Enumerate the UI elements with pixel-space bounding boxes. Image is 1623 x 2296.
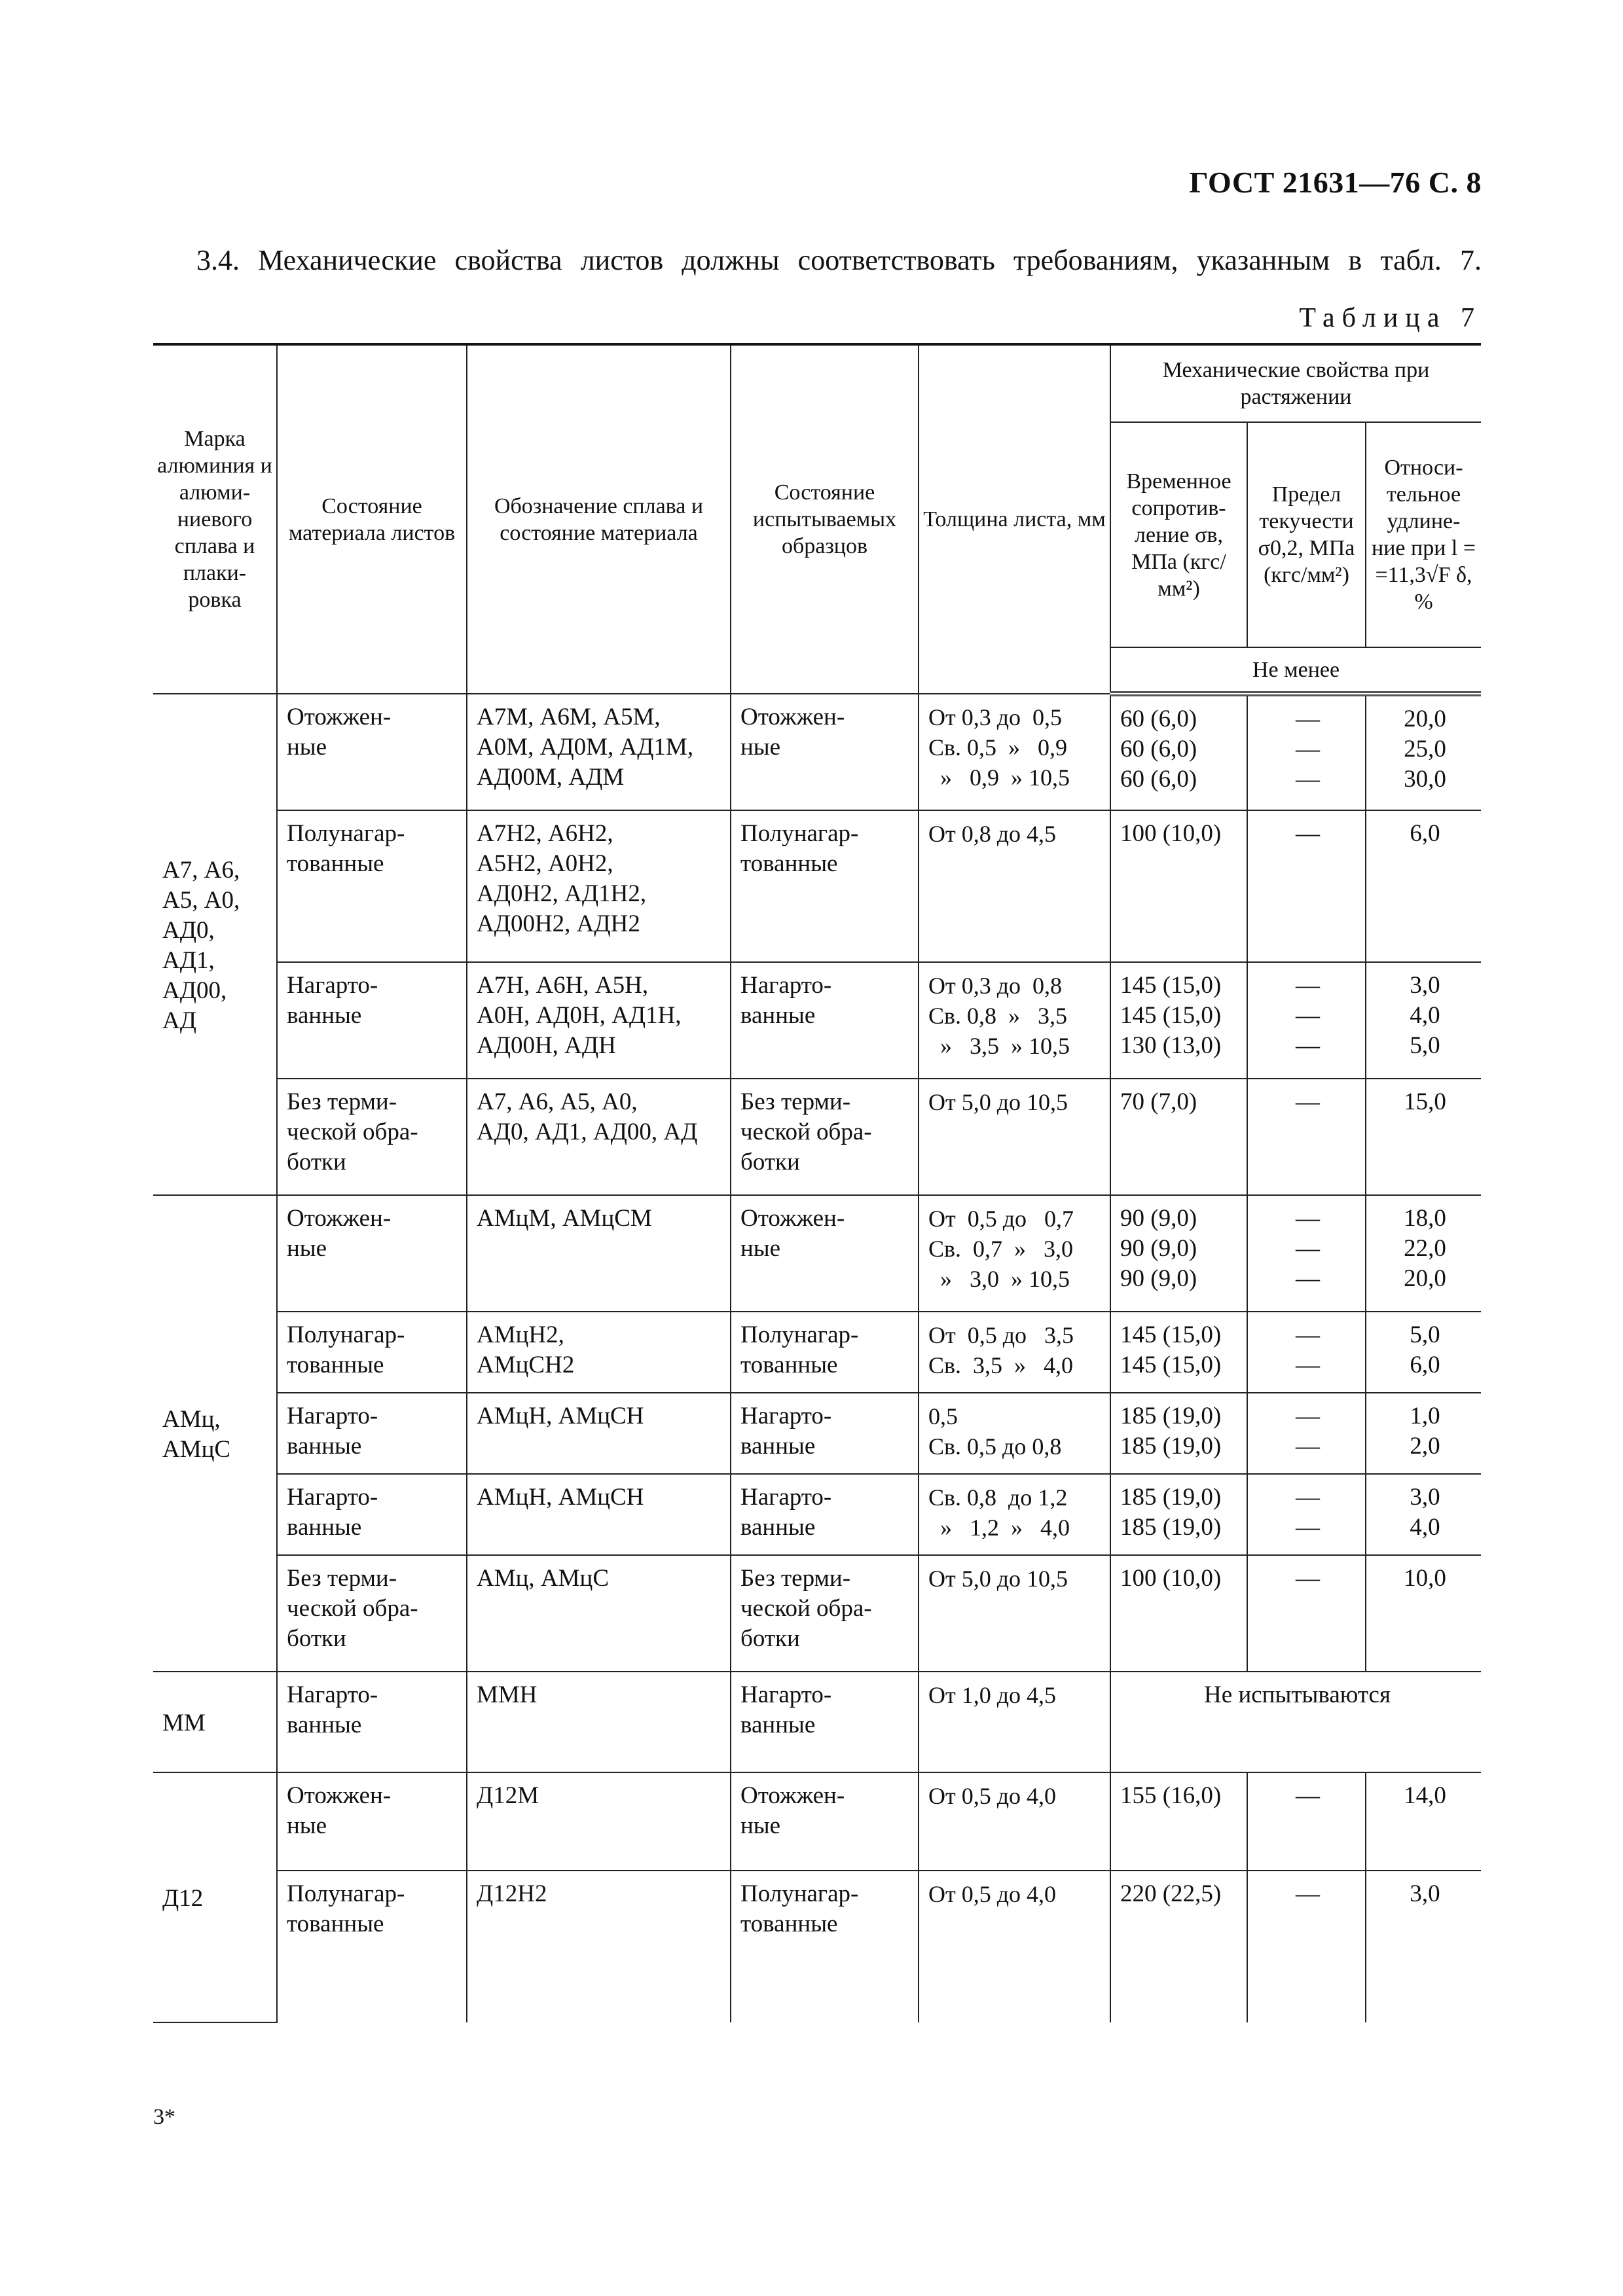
cell-alloy: Д12М xyxy=(467,1772,731,1871)
cell-thickness: 0,5 Св. 0,5 до 0,8 xyxy=(919,1393,1110,1474)
cell-yield: — xyxy=(1247,1871,1366,2022)
cell-alloy: АМцМ, АМцСМ xyxy=(467,1195,731,1312)
cell-sample: Отожжен- ные xyxy=(731,694,919,810)
table-body xyxy=(153,694,1481,2022)
header-not-less: Не менее xyxy=(1110,647,1481,694)
cell-state: Нагарто- ванные xyxy=(277,1474,467,1555)
cell-sample: Нагарто- ванные xyxy=(731,962,919,1079)
header-alloy-designation: Обозначение сплава и состояние материала xyxy=(467,344,731,694)
cell-elongation: 20,0 25,0 30,0 xyxy=(1366,694,1481,810)
table-row xyxy=(153,1312,1481,1393)
cell-elongation: 6,0 xyxy=(1366,810,1481,962)
cell-yield: — — xyxy=(1247,1474,1366,1555)
cell-not-tested: Не испытываются xyxy=(1110,1672,1481,1772)
cell-state: Нагарто- ванные xyxy=(277,1393,467,1474)
cell-thickness: От 0,5 до 3,5 Св. 3,5 » 4,0 xyxy=(919,1312,1110,1393)
table-row xyxy=(153,962,1481,1079)
cell-yield: — — — xyxy=(1247,694,1366,810)
cell-alloy: АМц, АМцС xyxy=(467,1555,731,1672)
cell-elongation: 18,0 22,0 20,0 xyxy=(1366,1195,1481,1312)
cell-tensile: 145 (15,0) 145 (15,0) xyxy=(1110,1312,1247,1393)
cell-sample: Отожжен- ные xyxy=(731,1772,919,1871)
cell-tensile: 90 (9,0) 90 (9,0) 90 (9,0) xyxy=(1110,1195,1247,1312)
header-thickness: Толщина листа, мм xyxy=(919,344,1110,694)
cell-sample: Без терми- ческой обра- ботки xyxy=(731,1555,919,1672)
cell-state: Полунагар- тованные xyxy=(277,1312,467,1393)
cell-thickness: От 0,5 до 4,0 xyxy=(919,1772,1110,1871)
header-brand: Марка алюминия и алюми-ниевого сплава и плаки-ровка xyxy=(153,344,277,694)
cell-yield: — — xyxy=(1247,1393,1366,1474)
cell-thickness: От 0,8 до 4,5 xyxy=(919,810,1110,962)
cell-alloy: ММН xyxy=(467,1672,731,1772)
cell-thickness: От 0,3 до 0,5 Св. 0,5 » 0,9 » 0,9 » 10,5 xyxy=(919,694,1110,810)
cell-thickness: От 1,0 до 4,5 xyxy=(919,1672,1110,1772)
cell-sample: Нагарто- ванные xyxy=(731,1474,919,1555)
cell-thickness: От 0,5 до 0,7 Св. 0,7 » 3,0 » 3,0 » 10,5 xyxy=(919,1195,1110,1312)
table-caption: Таблица 7 xyxy=(1299,303,1482,333)
cell-yield: — xyxy=(1247,1555,1366,1672)
cell-tensile: 185 (19,0) 185 (19,0) xyxy=(1110,1474,1247,1555)
page-number: 3* xyxy=(153,2105,175,2129)
cell-alloy: А7Н2, А6Н2, А5Н2, А0Н2, АД0Н2, АД1Н2, АД00Н2, АДН2 xyxy=(467,810,731,962)
cell-state: Без терми- ческой обра- ботки xyxy=(277,1555,467,1672)
cell-state: Нагарто- ванные xyxy=(277,962,467,1079)
cell-brand: Д12 xyxy=(153,1772,277,2022)
cell-tensile: 70 (7,0) xyxy=(1110,1079,1247,1195)
cell-sample: Полунагар- тованные xyxy=(731,1871,919,2022)
cell-state: Отожжен- ные xyxy=(277,694,467,810)
cell-tensile: 100 (10,0) xyxy=(1110,810,1247,962)
table-row xyxy=(153,1555,1481,1672)
table-row xyxy=(153,694,1481,810)
cell-thickness: От 0,3 до 0,8 Св. 0,8 » 3,5 » 3,5 » 10,5 xyxy=(919,962,1110,1079)
cell-alloy: Д12Н2 xyxy=(467,1871,731,2022)
cell-alloy: АМцН, АМцСН xyxy=(467,1393,731,1474)
table-row xyxy=(153,1772,1481,1871)
document-header: ГОСТ 21631—76 С. 8 xyxy=(1189,166,1482,199)
cell-yield: — xyxy=(1247,1772,1366,1871)
cell-state: Полунагар- тованные xyxy=(277,810,467,962)
cell-yield: — — xyxy=(1247,1312,1366,1393)
cell-tensile: 60 (6,0) 60 (6,0) 60 (6,0) xyxy=(1110,694,1247,810)
cell-elongation: 3,0 4,0 xyxy=(1366,1474,1481,1555)
cell-brand: ММ xyxy=(153,1672,277,1772)
header-tensile: Временное сопротив-ление σв, МПа (кгс/мм²) xyxy=(1110,422,1247,647)
cell-alloy: А7, А6, А5, А0, АД0, АД1, АД00, АД xyxy=(467,1079,731,1195)
table-row xyxy=(153,1079,1481,1195)
cell-tensile: 220 (22,5) xyxy=(1110,1871,1247,2022)
header-elongation: Относи-тельное удлине-ние при l = =11,3√F δ, % xyxy=(1366,422,1481,647)
cell-state: Отожжен- ные xyxy=(277,1195,467,1312)
table-row xyxy=(153,1871,1481,2022)
section-paragraph: 3.4. Механические свойства листов должны соответствовать требованиям, указанным в табл. 7. xyxy=(196,244,1482,276)
cell-yield: — xyxy=(1247,810,1366,962)
cell-alloy: А7М, А6М, А5М, А0М, АД0М, АД1М, АД00М, АДМ xyxy=(467,694,731,810)
cell-tensile: 145 (15,0) 145 (15,0) 130 (13,0) xyxy=(1110,962,1247,1079)
cell-elongation: 3,0 xyxy=(1366,1871,1481,2022)
cell-state: Полунагар- тованные xyxy=(277,1871,467,2022)
cell-thickness: От 0,5 до 4,0 xyxy=(919,1871,1110,2022)
table-row xyxy=(153,810,1481,962)
cell-tensile: 100 (10,0) xyxy=(1110,1555,1247,1672)
table-row xyxy=(153,1474,1481,1555)
cell-alloy: А7Н, А6Н, А5Н, А0Н, АД0Н, АД1Н, АД00Н, АДН xyxy=(467,962,731,1079)
table-row xyxy=(153,1393,1481,1474)
cell-sample: Нагарто- ванные xyxy=(731,1393,919,1474)
cell-yield: — — — xyxy=(1247,962,1366,1079)
cell-elongation: 14,0 xyxy=(1366,1772,1481,1871)
cell-brand: АМц, АМцС xyxy=(153,1195,277,1672)
cell-thickness: От 5,0 до 10,5 xyxy=(919,1079,1110,1195)
cell-thickness: От 5,0 до 10,5 xyxy=(919,1555,1110,1672)
table-row xyxy=(153,1195,1481,1312)
cell-sample: Полунагар- тованные xyxy=(731,810,919,962)
cell-sample: Отожжен- ные xyxy=(731,1195,919,1312)
cell-thickness: Св. 0,8 до 1,2 » 1,2 » 4,0 xyxy=(919,1474,1110,1555)
header-state-sheets: Состояние материала листов xyxy=(277,344,467,694)
cell-elongation: 3,0 4,0 5,0 xyxy=(1366,962,1481,1079)
cell-elongation: 10,0 xyxy=(1366,1555,1481,1672)
cell-elongation: 15,0 xyxy=(1366,1079,1481,1195)
table-7 xyxy=(153,343,1481,2023)
cell-yield: — xyxy=(1247,1079,1366,1195)
cell-elongation: 1,0 2,0 xyxy=(1366,1393,1481,1474)
cell-tensile: 155 (16,0) xyxy=(1110,1772,1247,1871)
cell-brand: А7, А6, А5, А0, АД0, АД1, АД00, АД xyxy=(153,694,277,1195)
cell-sample: Полунагар- тованные xyxy=(731,1312,919,1393)
header-mech-group: Механические свойства при растяжении xyxy=(1110,344,1481,422)
cell-state: Без терми- ческой обра- ботки xyxy=(277,1079,467,1195)
cell-yield: — — — xyxy=(1247,1195,1366,1312)
header-state-samples: Состояние испытываемых образцов xyxy=(731,344,919,694)
cell-alloy: АМцН2, АМцСН2 xyxy=(467,1312,731,1393)
cell-state: Нагарто- ванные xyxy=(277,1672,467,1772)
table-row xyxy=(153,1672,1481,1772)
cell-sample: Нагарто- ванные xyxy=(731,1672,919,1772)
cell-sample: Без терми- ческой обра- ботки xyxy=(731,1079,919,1195)
cell-tensile: 185 (19,0) 185 (19,0) xyxy=(1110,1393,1247,1474)
cell-alloy: АМцН, АМцСН xyxy=(467,1474,731,1555)
cell-elongation: 5,0 6,0 xyxy=(1366,1312,1481,1393)
header-yield: Предел текучести σ0,2, МПа (кгс/мм²) xyxy=(1247,422,1366,647)
cell-state: Отожжен- ные xyxy=(277,1772,467,1871)
